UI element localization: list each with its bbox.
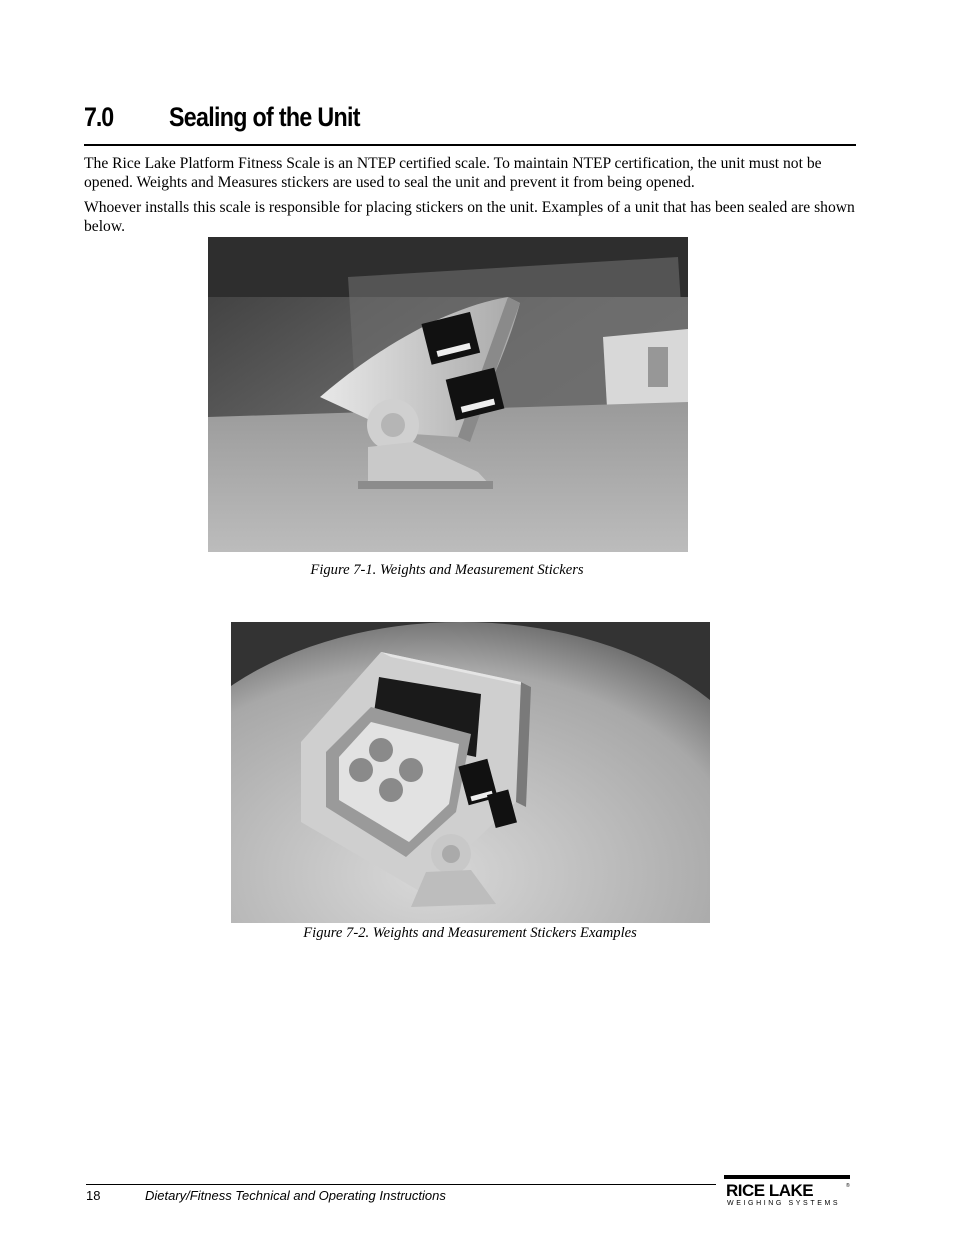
figure-caption-2: Figure 7-2. Weights and Measurement Stickers Examples xyxy=(303,925,637,941)
footer-document-title: Dietary/Fitness Technical and Operating Instructions xyxy=(145,1188,446,1203)
section-heading xyxy=(84,100,856,146)
rice-lake-logo xyxy=(724,1175,852,1207)
figure-weights-stickers-photo xyxy=(208,237,688,552)
page-number: 18 xyxy=(86,1188,101,1203)
section-title: Sealing of the Unit xyxy=(169,102,360,132)
figure-caption-1: Figure 7-1. Weights and Measurement Stickers xyxy=(310,562,584,578)
footer-rule xyxy=(86,1184,716,1185)
svg-text:®: ® xyxy=(846,1183,850,1189)
paragraph-installer-responsibility: Whoever installs this scale is responsible for placing stickers on the unit. Examples of a unit that has been sealed are shown below. xyxy=(84,199,855,235)
svg-text:RICE LAKE: RICE LAKE xyxy=(726,1181,814,1200)
svg-text:WEIGHING SYSTEMS: WEIGHING SYSTEMS xyxy=(727,1200,841,1207)
section-number: 7.0 xyxy=(84,102,114,132)
figure-weights-stickers-examples-photo xyxy=(231,622,710,923)
paragraph-ntep-certification: The Rice Lake Platform Fitness Scale is an NTEP certified scale. To maintain NTEP certification, the unit must not be opened. Weights and Measures stickers are used to seal the unit and prevent it from being opened. xyxy=(84,155,822,191)
